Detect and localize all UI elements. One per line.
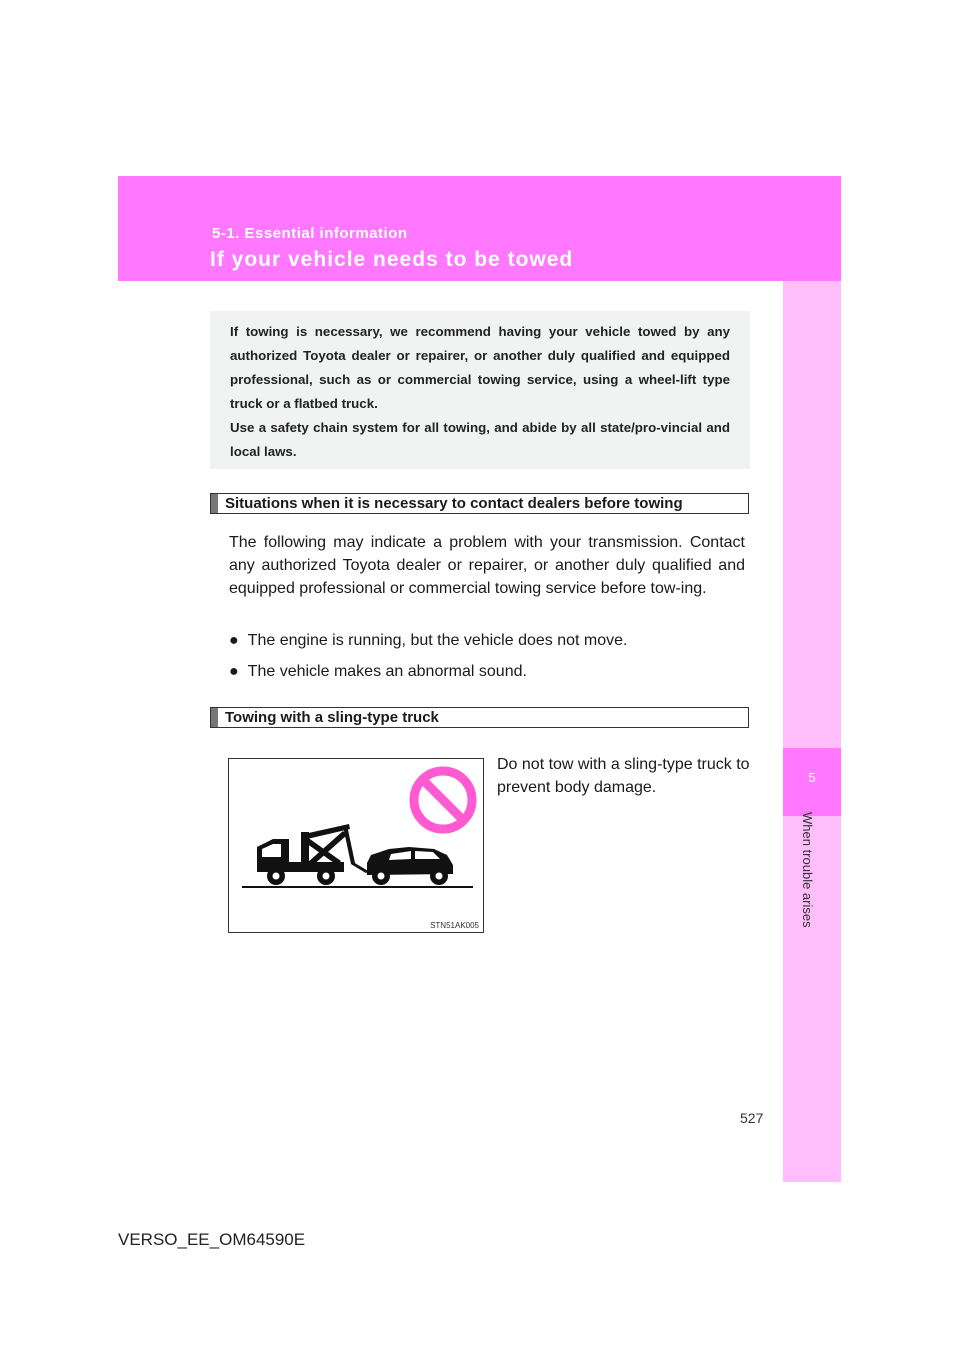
heading-marker <box>211 708 218 727</box>
chapter-number: 5 <box>808 770 816 785</box>
document-code: VERSO_EE_OM64590E <box>118 1230 306 1249</box>
intro-paragraph-1: If towing is necessary, we recommend having your vehicle towed by any authorized Toyota dealer or repairer, or another duly qualified and equipped professional, such as or commercial towing service, using a wheel-lift type truck or a flatbed truck. <box>230 324 730 411</box>
list-item-text: The engine is running, but the vehicle does not move. <box>247 632 628 649</box>
intro-paragraph-2: Use a safety chain system for all towing, and abide by all state/pro-vincial and local laws. <box>230 420 730 459</box>
list-item <box>229 663 527 681</box>
transmission-warning-text: The following may indicate a problem with your transmission. Contact any authorized Toyota dealer or repairer, or another duly qualified and equipped professional or commercial towing service before tow-ing. <box>229 534 745 597</box>
heading-text: Towing with a sling-type truck <box>225 709 439 726</box>
chapter-tab[interactable] <box>783 281 841 1182</box>
prohibition-icon <box>414 771 472 829</box>
bullet-icon: ● <box>229 632 239 649</box>
page-title: If your vehicle needs to be towed <box>210 248 574 271</box>
page-number: 527 <box>740 1110 764 1126</box>
section-heading-contact-dealers <box>210 493 749 514</box>
list-item <box>229 632 627 650</box>
chapter-title-vertical <box>800 812 820 972</box>
sling-truck-figure <box>228 758 484 933</box>
heading-text: Situations when it is necessary to contact dealers before towing <box>225 495 683 512</box>
tow-truck-illustration <box>229 759 483 932</box>
list-item-text: The vehicle makes an abnormal sound. <box>247 663 527 680</box>
figure-code: STN51AK005 <box>430 921 479 930</box>
tow-truck-icon <box>257 824 367 885</box>
bullet-icon: ● <box>229 663 239 680</box>
section-label: 5-1. Essential information <box>212 225 408 242</box>
intro-box <box>210 311 750 469</box>
heading-marker <box>211 494 218 513</box>
section-heading-sling-truck <box>210 707 749 728</box>
sling-truck-warning: Do not tow with a sling-type truck to prevent body damage. <box>497 756 750 796</box>
chapter-title: When trouble arises <box>800 812 815 928</box>
car-icon <box>367 847 453 885</box>
